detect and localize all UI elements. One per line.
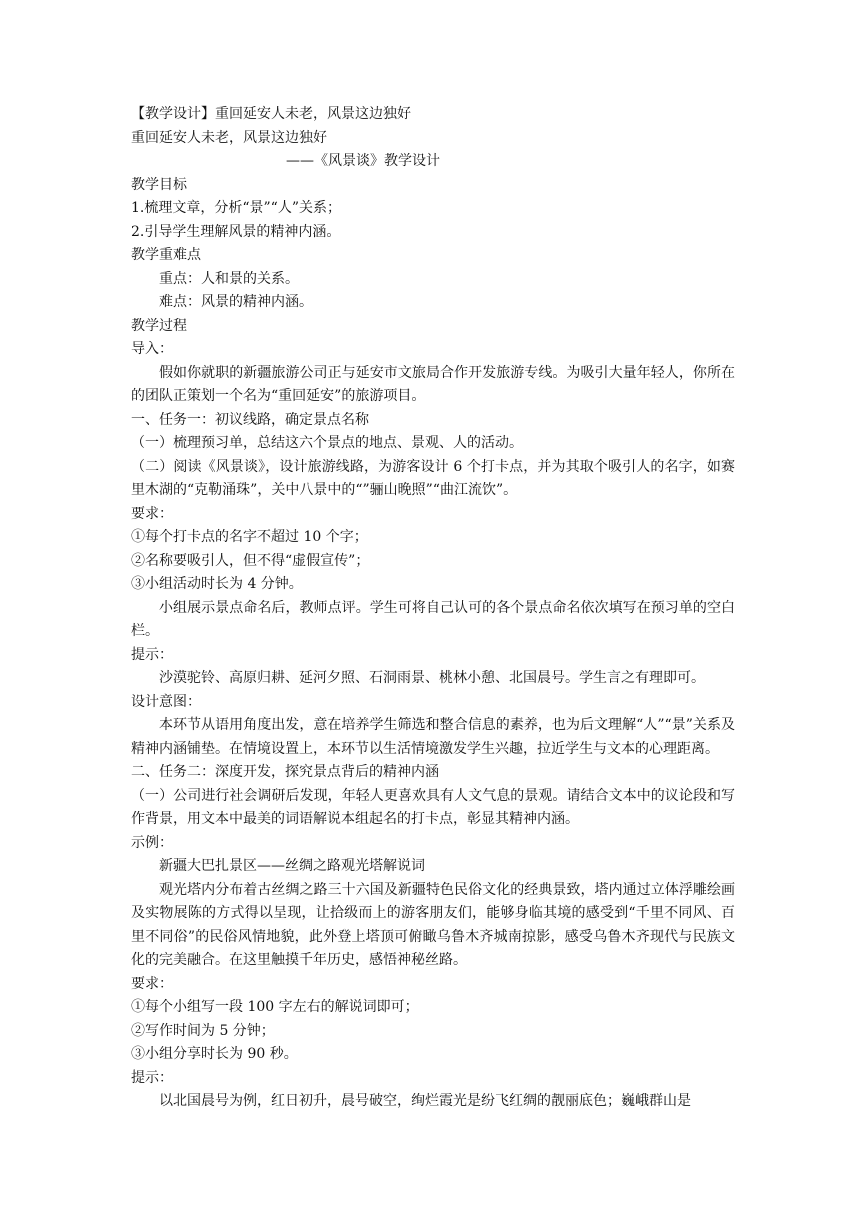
hint1-title: 提示： bbox=[131, 646, 173, 663]
task2-title: 二、任务二：深度开发，探究景点背后的精神内涵 bbox=[131, 764, 439, 780]
req1-item-1: ①每个打卡点的名字不超过 10 个字； bbox=[131, 529, 368, 545]
goals-title: 教学目标 bbox=[131, 176, 187, 193]
key-point: 重点：人和景的关系。 bbox=[159, 270, 299, 287]
example-head: 新疆大巴扎景区——丝绸之路观光塔解说词 bbox=[159, 858, 425, 874]
req1-note: 小组展示景点命名后，教师点评。学生可将自己认可的各个景点命名依次填写在预习单的空白栏。 bbox=[131, 599, 735, 639]
req2-item-3: ③小组分享时长为 90 秒。 bbox=[131, 1046, 298, 1062]
subheading: ——《风景谈》教学设计 bbox=[286, 153, 440, 169]
example-text: 观光塔内分布着古丝绸之路三十六国及新疆特色民俗文化的经典景致，塔内通过立体浮雕绘画及实物展陈的方式得以呈现，让拾级而上的游客朋友们，能够身临其境的感受到“千里不同风、百里不同俗”的民俗风情地貌，此外登上塔顶可俯瞰乌鲁木齐城南掠影，感受乌鲁木齐现代与民族文化的完美融合。在这里触摸千年历史，感悟神秘丝路。 bbox=[131, 881, 735, 968]
hint2-text: 以北国晨号为例，红日初升，晨号破空，绚烂霞光是纷飞红绸的靓丽底色；巍峨群山是 bbox=[159, 1093, 691, 1109]
design-text: 本环节从语用角度出发，意在培养学生筛选和整合信息的素养，也为后文理解“人”“景”关系及精神内涵铺垫。在情境设置上，本环节以生活情境激发学生兴趣，拉近学生与文本的心理距离。 bbox=[131, 717, 735, 757]
example-title: 示例： bbox=[131, 834, 173, 851]
hint2-title: 提示： bbox=[131, 1069, 173, 1086]
key-title: 教学重难点 bbox=[131, 247, 201, 263]
intro-text: 假如你就职的新疆旅游公司正与延安市文旅局合作开发旅游专线。为吸引大量年轻人，你所在的团队正策划一个名为“重回延安”的旅游项目。 bbox=[131, 364, 735, 404]
design-title: 设计意图： bbox=[131, 693, 201, 710]
req1-item-2: ②名称要吸引人，但不得“虚假宣传”； bbox=[131, 552, 370, 569]
task2-a: （一）公司进行社会调研后发现，年轻人更喜欢具有人文气息的景观。请结合文本中的议论段和写作背景，用文本中最美的词语解说本组起名的打卡点，彰显其精神内涵。 bbox=[131, 787, 735, 827]
task1-b: （二）阅读《风景谈》，设计旅游线路，为游客设计 6 个打卡点，并为其取个吸引人的名字，如赛里木湖的“克勒涌珠”，关中八景中的“”骊山晚照”“曲江流饮”。 bbox=[131, 458, 735, 498]
difficult-point: 难点：风景的精神内涵。 bbox=[159, 294, 313, 310]
req1-item-3: ③小组活动时长为 4 分钟。 bbox=[131, 576, 303, 592]
hint1-text: 沙漠驼铃、高原归耕、延河夕照、石洞雨景、桃林小憩、北国晨号。学生言之有理即可。 bbox=[159, 670, 705, 686]
task1-title: 一、任务一：初议线路，确定景点名称 bbox=[131, 411, 369, 428]
intro-title: 导入： bbox=[131, 341, 173, 357]
goal-1: 1.梳理文章，分析“景”“人”关系； bbox=[131, 200, 341, 216]
title-line: 【教学设计】重回延安人未老，风景这边独好 bbox=[131, 106, 411, 122]
task1-a: （一）梳理预习单，总结这六个景点的地点、景观、人的活动。 bbox=[131, 435, 523, 451]
req1-title: 要求： bbox=[131, 505, 173, 522]
heading: 重回延安人未老，风景这边独好 bbox=[131, 129, 327, 146]
process-title: 教学过程 bbox=[131, 317, 187, 334]
goal-2: 2.引导学生理解风景的精神内涵。 bbox=[131, 223, 341, 240]
document-body bbox=[131, 103, 735, 1114]
req2-item-1: ①每个小组写一段 100 字左右的解说词即可； bbox=[131, 999, 419, 1015]
req2-item-2: ②写作时间为 5 分钟； bbox=[131, 1022, 275, 1039]
req2-title: 要求： bbox=[131, 975, 173, 992]
